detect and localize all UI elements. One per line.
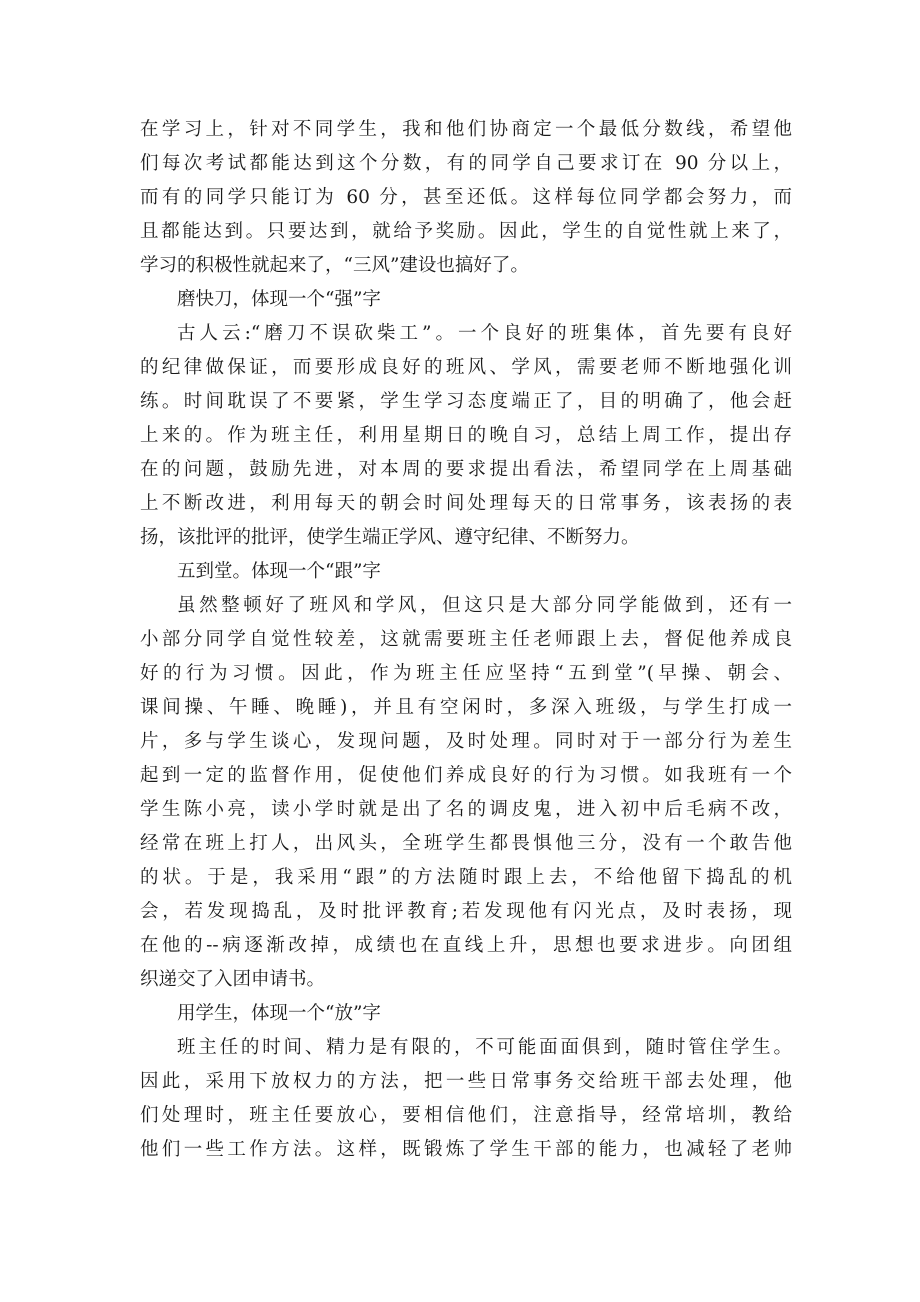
text-line: 他们一些工作方法。这样，既锻炼了学生干部的能力，也减轻了老帅 bbox=[140, 1139, 792, 1160]
text-line: 在的问题，鼓励先进，对本周的要求提出看法，希望同学在上周基础 bbox=[140, 459, 792, 480]
text-line: 学习的积极性就起来了，“三风”建设也搞好了。 bbox=[140, 255, 529, 276]
body-text bbox=[140, 113, 792, 1167]
text-line: 因此，采用下放权力的方法，把一些日常事务交给班干部去处理，他 bbox=[140, 1071, 792, 1092]
text-line: 的纪律做保证，而要形成良好的班风、学风，需要老师不断地强化训 bbox=[140, 357, 792, 378]
text-line: 虽然整顿好了班风和学风，但这只是大部分同学能做到，还有一 bbox=[177, 595, 792, 616]
text-line: 织递交了入团申请书。 bbox=[140, 969, 326, 990]
text-line: 在他的--病逐渐改掉，成绩也在直线上升，思想也要求进步。向团组 bbox=[140, 935, 792, 956]
text-line: 会，若发现捣乱，及时批评教育;若发现他有闪光点，及时表扬，现 bbox=[140, 901, 792, 922]
text-line: 小部分同学自觉性较差，这就需要班主任老师跟上去，督促他养成良 bbox=[140, 629, 792, 650]
text-line: 古人云:“磨刀不误砍柴工”。一个良好的班集体，首先要有良好 bbox=[177, 323, 792, 344]
text-line: 的状。于是，我采用“跟”的方法随时跟上去，不给他留下捣乱的机 bbox=[140, 867, 792, 888]
text-line: 在学习上，针对不同学生，我和他们协商定一个最低分数线，希望他 bbox=[140, 119, 792, 140]
text-line: 们每次考试都能达到这个分数，有的同学自己要求订在 90 分以上， bbox=[140, 153, 792, 174]
text-line: 上来的。作为班主任，利用星期日的晚自习，总结上周工作，提出存 bbox=[140, 425, 792, 446]
text-line: 且都能达到。只要达到，就给予奖励。因此，学生的自觉性就上来了， bbox=[140, 221, 792, 242]
section-heading: 用学生，体现一个“放”字 bbox=[177, 1003, 381, 1024]
text-line: 上不断改进，利用每天的朝会时间处理每天的日常事务，该表扬的表 bbox=[140, 493, 792, 514]
text-line: 扬，该批评的批评，使学生端正学风、遵守纪律、不断努力。 bbox=[140, 527, 640, 548]
text-line: 课间操、午睡、晚睡)，并且有空闲时，多深入班级，与学生打成一 bbox=[140, 697, 792, 718]
text-line: 好的行为习惯。因此，作为班主任应坚持“五到堂”(早操、朝会、 bbox=[140, 663, 792, 684]
text-line: 片，多与学生谈心，发现问题，及时处理。同时对于一部分行为差生 bbox=[140, 731, 792, 752]
section-heading: 五到堂。体现一个“跟”字 bbox=[177, 561, 381, 582]
text-line: 经常在班上打人，出风头，全班学生都畏惧他三分，没有一个敢告他 bbox=[140, 833, 792, 854]
section-heading: 磨快刀，体现一个“强”字 bbox=[177, 289, 381, 310]
text-line: 学生陈小亮，读小学时就是出了名的调皮鬼，进入初中后毛病不改， bbox=[140, 799, 792, 820]
text-line: 班主任的时间、精力是有限的，不可能面面俱到，随时管住学生。 bbox=[177, 1037, 792, 1058]
text-line: 们处理时，班主任要放心，要相信他们，注意指导，经常培圳，教给 bbox=[140, 1105, 792, 1126]
text-line: 起到一定的监督作用，促使他们养成良好的行为习惯。如我班有一个 bbox=[140, 765, 792, 786]
text-line: 练。时间耽误了不要紧，学生学习态度端正了，目的明确了，他会赶 bbox=[140, 391, 792, 412]
text-line: 而有的同学只能订为 60 分，甚至还低。这样每位同学都会努力，而 bbox=[140, 187, 792, 208]
